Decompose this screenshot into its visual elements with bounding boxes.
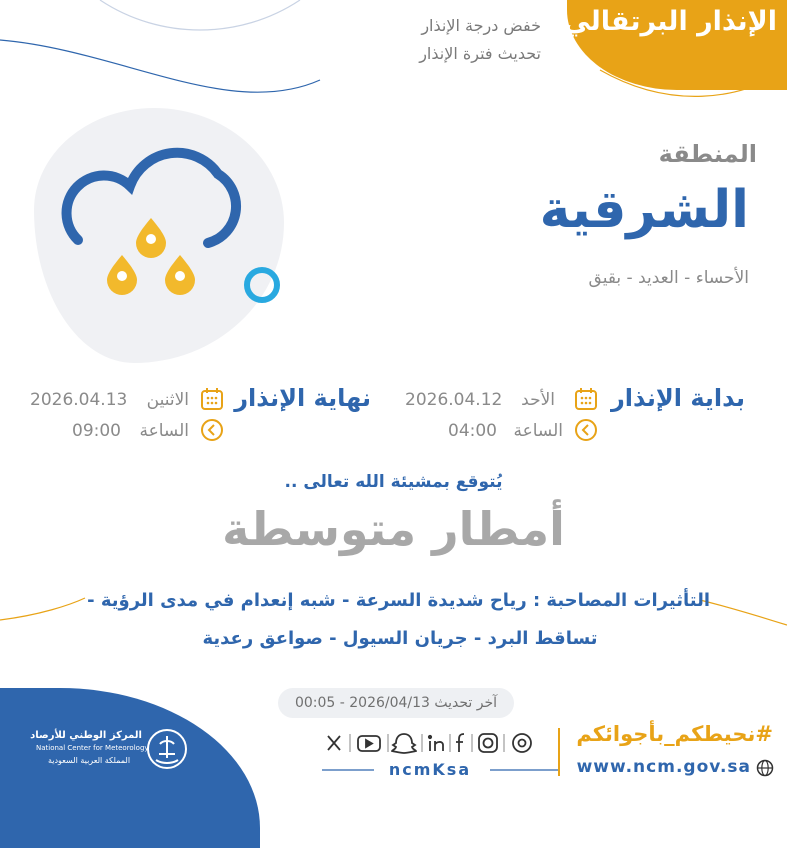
footer-divider xyxy=(558,728,560,776)
forecast-headline: أمطار متوسطة xyxy=(222,502,565,556)
region-cities: الأحساء - العديد - بقيق xyxy=(588,268,749,288)
warning-end-title: نهاية الإنذار xyxy=(234,384,371,412)
region-label: المنطقة xyxy=(658,140,757,168)
ncm-kingdom: المملكة العربية السعودية xyxy=(47,756,131,765)
campaign-hashtag: #نحيطكم_بأجوائكم xyxy=(576,722,773,746)
start-day: الأحد xyxy=(521,390,555,410)
website-link[interactable]: www.ncm.gov.sa xyxy=(576,757,751,777)
end-day: الاثنين xyxy=(146,390,189,410)
calendar-icon xyxy=(574,387,598,411)
forecast-impacts-line2: تساقط البرد - جريان السيول - صواعق رعدية xyxy=(202,628,598,649)
ncm-name-english: National Center for Meteorology xyxy=(36,744,149,752)
note-level-reduced: خفض درجة الإنذار xyxy=(421,16,541,35)
warning-start-title: بداية الإنذار xyxy=(610,384,745,412)
end-time-label: الساعة xyxy=(139,421,189,441)
instagram-icon xyxy=(479,734,497,752)
note-period-updated: تحديث فترة الإنذار xyxy=(419,44,541,63)
social-handle[interactable]: ncmKsa xyxy=(388,760,472,779)
social-icons-row xyxy=(322,730,546,756)
start-time: 04:00 xyxy=(448,421,497,441)
forecast-intro: يُتوقع بمشيئة الله تعالى .. xyxy=(284,472,503,492)
globe-icon xyxy=(756,759,774,777)
linkedin-icon xyxy=(429,736,443,751)
last-update-badge: آخر تحديث 2026/04/13 - 00:05 xyxy=(278,688,514,718)
end-date: 2026.04.13 xyxy=(30,390,128,410)
calendar-icon xyxy=(200,387,224,411)
ncm-emblem-icon xyxy=(146,728,188,770)
snapchat-icon xyxy=(392,734,416,753)
region-name: الشرقية xyxy=(539,180,749,240)
facebook-icon xyxy=(456,734,464,752)
ncm-name-arabic: المركز الوطني للأرصاد xyxy=(30,730,142,741)
clock-chevron-icon xyxy=(574,418,598,442)
youtube-icon xyxy=(358,736,380,751)
x-icon xyxy=(328,736,340,750)
footer-logo-background xyxy=(0,688,260,848)
warning-level-title: الإنذار البرتقالي xyxy=(563,6,777,37)
blue-ring-icon xyxy=(240,263,284,307)
end-time: 09:00 xyxy=(72,421,121,441)
threads-icon xyxy=(513,734,531,752)
clock-chevron-icon xyxy=(200,418,224,442)
forecast-impacts-line1: التأثيرات المصاحبة : رياح شديدة السرعة - شبه إنعدام في مدى الرؤية - xyxy=(87,590,710,611)
start-date: 2026.04.12 xyxy=(405,390,503,410)
start-time-label: الساعة xyxy=(513,421,563,441)
